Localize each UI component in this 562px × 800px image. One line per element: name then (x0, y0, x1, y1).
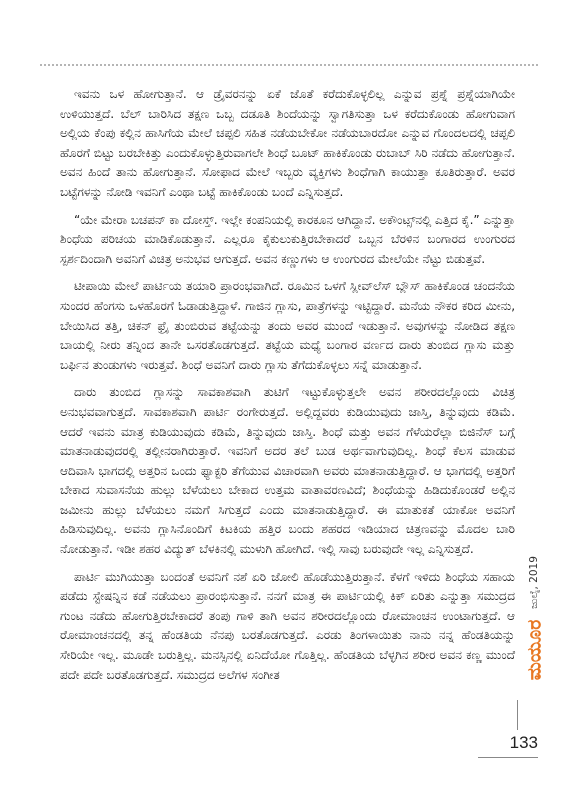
article-body (60, 85, 515, 693)
paragraph: “ಯೇ ಮೇರಾ ಬಚಪನ್ ಕಾ ದೋಸ್ತ್. ಇಲ್ಲೇ ಕಂಪನಿಯಲ್ಲಿ ಕಾರಕೂನ ಆಗಿದ್ದಾನೆ. ಅಕೌಂಟ್ಸ್‌ನಲ್ಲಿ ಎತ್ತಿದ ಕೈ.” ಎನ್ನುತ್ತಾ ಶಿಂಧೆಯ ಪರಿಚಯ ಮಾಡಿಕೊಡುತ್ತಾನೆ. ಎಲ್ಲರೂ ಕೈಕುಲುಕುತ್ತಿರಬೇಕಾದರೆ ಒಬ್ಬನ ಬೆರಳಿನ ಬಂಗಾರದ ಉಂಗುರದ ಸ್ಪರ್ಶದಿಂದಾಗಿ ಅವನಿಗೆ ವಿಚಿತ್ರ ಅನುಭವ ಆಗುತ್ತದೆ. ಅವನ ಕಣ್ಣುಗಳು ಆ ಉಂಗುರದ ಮೇಲೆಯೇ ನೆಟ್ಟು ಬಿಡುತ್ತವೆ. (60, 212, 515, 266)
side-divider (517, 700, 518, 730)
page-number: 133 (509, 733, 538, 752)
paragraph: ಟೀಪಾಯಿ ಮೇಲೆ ಪಾರ್ಟಿಯ ತಯಾರಿ ಪ್ರಾರಂಭವಾಗಿದೆ. ರೂಮಿನ ಒಳಗೆ ಸ್ಲೀವ್‌ಲೆಸ್ ಬ್ಲೌಸ್ ಹಾಕಿಕೊಂಡ ಚಂದನೆಯ ಸುಂದರ ಹೆಂಗಸು ಒಳಹೊರಗೆ ಓಡಾಡುತ್ತಿದ್ದಾಳೆ. ಗಾಜಿನ ಗ್ಲಾಸು, ಪಾತ್ರೆಗಳನ್ನು ಇಟ್ಟಿದ್ದಾರೆ. ಮನೆಯ ನೌಕರ ಕರಿದ ಮೀನು, ಬೇಯಿಸಿದ ತತ್ತಿ, ಚಿಕನ್ ಫ್ರೈ ತುಂಬಿರುವ ತಟ್ಟೆಯನ್ನು ತಂದು ಅವರ ಮುಂದೆ ಇಡುತ್ತಾನೆ. ಅವುಗಳನ್ನು ನೋಡಿದ ತಕ್ಷಣ ಬಾಯಲ್ಲಿ ನೀರು ತನ್ನಿಂದ ತಾನೇ ಒಸರತೊಡಗುತ್ತದೆ. ತಟ್ಟೆಯ ಮಧ್ಯೆ ಬಂಗಾರ ವರ್ಣದ ದಾರು ತುಂಬಿದ ಗ್ಲಾಸು ಮತ್ತು ಬರ್ಫಿನ ತುಂಡುಗಳು ಇರುತ್ತವೆ. ಶಿಂಧೆ ಅವನಿಗೆ ದಾರು ಗ್ಲಾಸು ತೆಗೆದುಕೊಳ್ಳಲು ಸನ್ನೆ ಮಾಡುತ್ತಾನೆ. (60, 279, 515, 372)
page-number-underline (478, 757, 538, 758)
paragraph: ಪಾರ್ಟಿ ಮುಗಿಯುತ್ತಾ ಬಂದಂತೆ ಅವನಿಗೆ ನಶೆ ಏರಿ ಜೋಲಿ ಹೊಡೆಯುತ್ತಿರುತ್ತಾನೆ. ಕೆಳಗೆ ಇಳಿದು ಶಿಂಧೆಯ ಸಹಾಯ ಪಡೆದು ಸ್ಟೇಷನ್ನಿನ ಕಡೆ ನಡೆಯಲು ಪ್ರಾರಂಭಿಸುತ್ತಾನೆ. ನನಗೆ ಮಾತ್ರ ಈ ಪಾರ್ಟಿಯಲ್ಲಿ ಕಿಕ್ ಏರಿತು ಎನ್ನುತ್ತಾ ಸಮುದ್ರದ ಗುಂಟ ನಡೆದು ಹೋಗುತ್ತಿರಬೇಕಾದರೆ ತಂಪು ಗಾಳಿ ತಾಗಿ ಅವನ ಶರೀರದಲ್ಲೊಂದು ರೋಮಾಂಚನ ಉಂಟಾಗುತ್ತದೆ. ಆ ರೋಮಾಂಚನದಲ್ಲಿ ತನ್ನ ಹೆಂಡತಿಯ ನೆನಪು ಬರತೊಡಗುತ್ತದೆ. ಎರಡು ತಿಂಗಳಾಯಿತು ನಾನು ನನ್ನ ಹೆಂಡತಿಯನ್ನು ಸೇರಿಯೇ ಇಲ್ಲ. ಮೂಡೇ ಬರುತ್ತಿಲ್ಲ. ಮನಸ್ಸಿನಲ್ಲಿ ಏನಿದೆಯೋ ಗೊತ್ತಿಲ್ಲ. ಹೆಂಡತಿಯ ಬೆಳ್ಳಗಿನ ಶರೀರ ಅವನ ಕಣ್ಣ ಮುಂದೆ ಪದೇ ಪದೇ ಬರತೊಡಗುತ್ತದೆ. ಸಮುದ್ರದ ಅಲೆಗಳ ಸಂಗೀತ (60, 569, 515, 682)
issue-date-text: ಜುಲೈ, 2019 (527, 556, 540, 609)
magazine-brand-text: ಮಯೂರ (523, 619, 545, 681)
paragraph: ದಾರು ತುಂಬಿದ ಗ್ಲಾಸನ್ನು ಸಾವಕಾಶವಾಗಿ ತುಟಿಗೆ ಇಟ್ಟುಕೊಳ್ಳುತ್ತಲೇ ಅವನ ಶರೀರದಲ್ಲೊಂದು ವಿಚಿತ್ರ ಅನುಭವವಾಗುತ್ತದೆ. ಸಾವಕಾಶವಾಗಿ ಪಾರ್ಟಿ ರಂಗೇರುತ್ತದೆ. ಅಲ್ಲಿದ್ದವರು ಕುಡಿಯುವುದು ಜಾಸ್ತಿ, ತಿನ್ನುವುದು ಕಡಿಮೆ. ಆದರೆ ಇವನು ಮಾತ್ರ ಕುಡಿಯುವುದು ಕಡಿಮೆ, ತಿನ್ನುವುದು ಜಾಸ್ತಿ. ಶಿಂಧೆ ಮತ್ತು ಅವನ ಗೆಳೆಯರೆಲ್ಲಾ ಬಿಜಿನೆಸ್ ಬಗ್ಗೆ ಮಾತನಾಡುವುದರಲ್ಲಿ ತಲ್ಲೀನರಾಗಿರುತ್ತಾರೆ. ಇವನಿಗೆ ಅದರ ತಲೆ ಬುಡ ಅರ್ಥವಾಗುವುದಿಲ್ಲ. ಶಿಂಧೆ ಕೆಲಸ ಮಾಡುವ ಆದಿವಾಸಿ ಭಾಗದಲ್ಲಿ ಅತ್ತರಿನ ಒಂದು ಫ್ಯಾಕ್ಟರಿ ತೆಗೆಯುವ ವಿಚಾರವಾಗಿ ಅವರು ಮಾತನಾಡುತ್ತಿದ್ದಾರೆ. ಆ ಭಾಗದಲ್ಲಿ ಅತ್ತರಿಗೆ ಬೇಕಾದ ಸುವಾಸನೆಯ ಹುಲ್ಲು ಬೆಳೆಯಲು ಬೇಕಾದ ಉತ್ತಮ ವಾತಾವರಣವಿದೆ; ಶಿಂಧೆಯನ್ನು ಹಿಡಿದುಕೊಂಡರೆ ಅಲ್ಲಿನ ಜಮೀನು ಹುಲ್ಲು ಬೆಳೆಯಲು ನಮಗೆ ಸಿಗುತ್ತದೆ ಎಂದು ಮಾತನಾಡುತ್ತಿದ್ದಾರೆ. ಈ ಮಾತುಕತೆ ಯಾಕೋ ಅವನಿಗೆ ಹಿಡಿಸುವುದಿಲ್ಲ. ಅವನು ಗ್ಲಾಸಿನೊಂದಿಗೆ ಕಿಟಕಿಯ ಹತ್ತಿರ ಬಂದು ಶಹರದ ಇಡಿಯಾದ ಚಿತ್ರಣವನ್ನು ಮೊದಲ ಬಾರಿ ನೋಡುತ್ತಾನೆ. ಇಡೀ ಶಹರ ವಿದ್ಯುತ್ ಬೆಳಕಿನಲ್ಲಿ ಮುಳುಗಿ ಹೋಗಿದೆ. ಇಲ್ಲಿ ಸಾವು ಬರುವುದೇ ಇಲ್ಲ ಎನ್ನಿಸುತ್ತದೆ. (60, 385, 515, 557)
paragraph: ಇವನು ಒಳ ಹೋಗುತ್ತಾನೆ. ಆ ಡ್ರೈವರನನ್ನು ಏಕೆ ಜೊತೆ ಕರೆದುಕೊಳ್ಳಲಿಲ್ಲ ಎನ್ನುವ ಪ್ರಶ್ನೆ ಪ್ರಶ್ನೆಯಾಗಿಯೇ ಉಳಿಯುತ್ತದೆ. ಬೆಲ್ ಬಾರಿಸಿದ ತಕ್ಷಣ ಒಬ್ಬ ದಡೂತಿ ಶಿಂದೆಯನ್ನು ಸ್ವಾಗತಿಸುತ್ತಾ ಒಳ ಕರೆದುಕೊಂಡು ಹೋಗುವಾಗ ಅಲ್ಲಿಯ ಕೆಂಪು ಕಲ್ಲಿನ ಹಾಸಿಗೆಯ ಮೇಲೆ ಚಪ್ಪಲಿ ಸಹಿತ ನಡೆಯಬೇಕೋ ನಡೆಯಬಾರದೋ ಎನ್ನುವ ಗೊಂದಲದಲ್ಲಿ ಚಪ್ಪಲಿ ಹೊರಗೆ ಬಿಟ್ಟು ಬರಬೇಕಿತ್ತು ಎಂದುಕೊಳ್ಳುತ್ತಿರುವಾಗಲೇ ಶಿಂಧೆ ಬೂಟ್ ಹಾಕಿಕೊಂಡು ರುಬಾಬ್ ಸಿರಿ ನಡೆದು ಹೋಗುತ್ತಾನೆ. ಅವನ ಹಿಂದೆ ತಾನು ಹೋಗುತ್ತಾನೆ. ಸೋಫಾದ ಮೇಲೆ ಇಬ್ಬರು ವ್ಯಕ್ತಿಗಳು ಶಿಂಧೆಗಾಗಿ ಕಾಯುತ್ತಾ ಕೂತಿರುತ್ತಾರೆ. ಅವರ ಬಟ್ಟೆಗಳನ್ನು ನೋಡಿ ಇವನಿಗೆ ಎಂಥಾ ಬಟ್ಟೆ ಹಾಕಿಕೊಂಡು ಬಂದೆ ಎನ್ನಿಸುತ್ತದೆ. (60, 87, 515, 199)
magazine-side-tab (520, 555, 548, 695)
issue-date (520, 555, 548, 610)
magazine-brand (520, 610, 548, 690)
top-dotted-rule (40, 64, 538, 66)
